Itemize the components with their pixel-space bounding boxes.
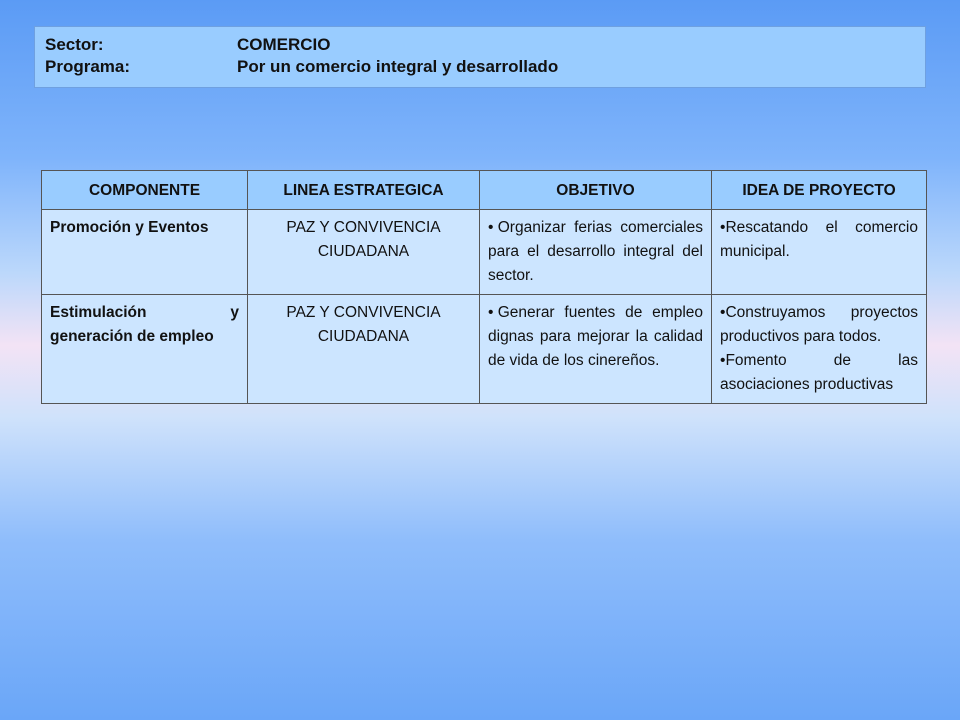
objetivo-cell [480, 295, 712, 404]
componente-cell: Estimulación y generación de empleo [42, 295, 248, 404]
bullet-icon: • [720, 219, 726, 236]
idea-bullet [720, 216, 918, 264]
table-row [42, 295, 927, 404]
idea-text: Rescatando el comercio municipal. [720, 219, 918, 260]
objetivo-bullet [488, 216, 703, 288]
idea-bullet [720, 301, 918, 349]
componente-cell: Promoción y Eventos [42, 210, 248, 295]
idea-text: Construyamos proyectos productivos para todos. [720, 304, 918, 345]
objetivo-text: Generar fuentes de empleo dignas para mejorar la calidad de vida de los cinereños. [488, 304, 703, 369]
header-idea-de-proyecto: IDEA DE PROYECTO [712, 171, 927, 210]
sector-row [45, 34, 915, 56]
sector-value: COMERCIO [237, 35, 331, 54]
programa-row [45, 56, 915, 78]
programa-value: Por un comercio integral y desarrollado [237, 57, 559, 76]
table-row [42, 210, 927, 295]
bullet-icon: • [720, 352, 726, 369]
idea-cell [712, 295, 927, 404]
objetivo-cell [480, 210, 712, 295]
header-componente: COMPONENTE [42, 171, 248, 210]
header-linea-estrategica: LINEA ESTRATEGICA [248, 171, 480, 210]
idea-text: Fomento de las asociaciones productivas [720, 352, 918, 393]
linea-cell: PAZ Y CONVIVENCIA CIUDADANA [248, 295, 480, 404]
sector-label: Sector: [45, 35, 104, 54]
objetivo-bullet [488, 301, 703, 373]
strategy-table [41, 170, 927, 404]
sector-program-header [34, 26, 926, 88]
header-objetivo: OBJETIVO [480, 171, 712, 210]
bullet-icon: • [488, 219, 498, 236]
bullet-icon: • [488, 304, 498, 321]
idea-bullet [720, 349, 918, 397]
programa-label: Programa: [45, 57, 131, 76]
bullet-icon: • [720, 304, 726, 321]
idea-cell [712, 210, 927, 295]
objetivo-text: Organizar ferias comerciales para el desarrollo integral del sector. [488, 219, 703, 284]
table-header-row [42, 171, 927, 210]
linea-cell: PAZ Y CONVIVENCIA CIUDADANA [248, 210, 480, 295]
